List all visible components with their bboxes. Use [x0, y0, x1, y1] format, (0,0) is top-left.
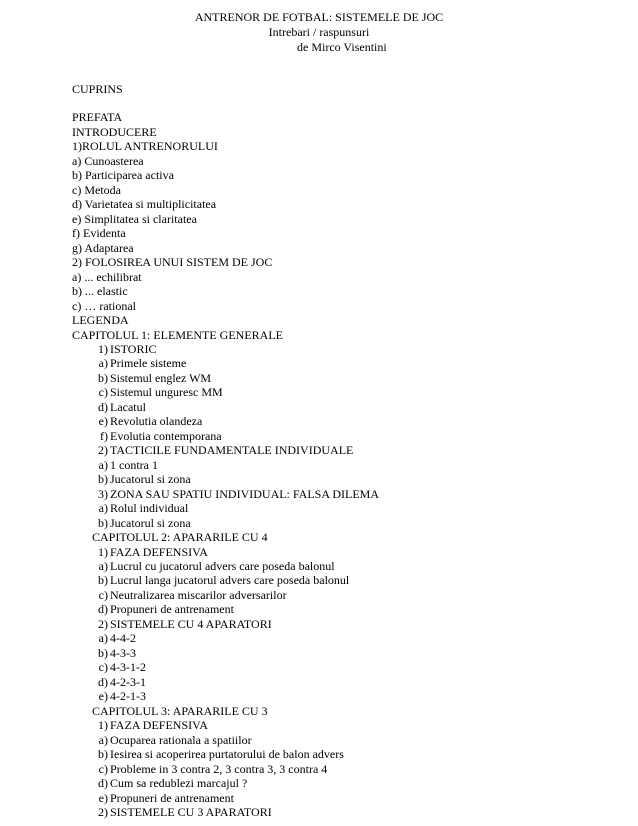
toc-entry — [72, 487, 612, 501]
toc-entry — [72, 371, 612, 385]
toc-entry-text: ZONA SAU SPATIU INDIVIDUAL: FALSA DILEMA — [110, 486, 380, 501]
toc-entry-number: b) — [98, 370, 108, 385]
toc-entry-text: e) Simplitatea si claritatea — [72, 211, 197, 226]
toc-entry — [72, 573, 612, 587]
toc-entry — [72, 617, 612, 631]
toc-entry — [72, 530, 612, 544]
toc-entry-text: Lucrul langa jucatorul advers care poseda balonul — [110, 573, 350, 588]
toc-entry-text: Propuneri de antrenament — [110, 602, 234, 617]
toc-entry — [72, 588, 612, 602]
toc-entry — [72, 704, 612, 718]
toc-entry-text: CAPITOLUL 1: ELEMENTE GENERALE — [72, 327, 283, 342]
toc-entry — [72, 183, 612, 197]
toc-entry — [72, 516, 612, 530]
toc-entry-number: 1) — [98, 718, 108, 733]
toc-entry — [72, 400, 612, 414]
toc-entry-number: 2) — [98, 443, 108, 458]
toc-entry — [72, 646, 612, 660]
toc-entry-text: Jucatorul si zona — [110, 472, 191, 487]
toc-entry-number: 2) — [98, 804, 108, 819]
toc-entry-text: 4-3-1-2 — [110, 660, 146, 675]
toc-entry — [72, 791, 612, 805]
toc-entry-text: Iesirea si acoperirea purtatorului de balon advers — [110, 747, 344, 762]
toc-entry-text: FAZA DEFENSIVA — [110, 718, 208, 733]
toc-entry-text: Evolutia contemporana — [110, 428, 222, 443]
toc-entry — [72, 660, 612, 674]
toc-entry-text: c) … rational — [72, 298, 136, 313]
toc-entry-number: f) — [100, 428, 108, 443]
toc-entry-text: Rolul individual — [110, 501, 189, 516]
toc-entry-number: d) — [98, 776, 108, 791]
toc-entry-number: a) — [98, 501, 108, 516]
toc-entry-text: 4-3-3 — [110, 645, 136, 660]
toc-entry-text: 1 contra 1 — [110, 457, 158, 472]
toc-entry-number: b) — [98, 472, 108, 487]
toc-entry-text: Sistemul unguresc MM — [110, 385, 223, 400]
toc-entry-text: d) Varietatea si multiplicitatea — [72, 197, 217, 212]
toc-entry — [72, 328, 612, 342]
toc-entry-text: FAZA DEFENSIVA — [110, 544, 208, 559]
toc-entry-text: a) ... echilibrat — [72, 269, 142, 284]
toc-entry-text: b) ... elastic — [72, 284, 128, 299]
toc-entry — [72, 356, 612, 370]
toc-entry-text: CAPITOLUL 2: APARARILE CU 4 — [92, 530, 268, 545]
toc-entry-text: a) Cunoasterea — [72, 153, 144, 168]
toc-entry-text: CUPRINS — [72, 82, 123, 96]
toc-entry — [72, 602, 612, 616]
toc-entry-number: d) — [98, 602, 108, 617]
toc-entry-text: 4-4-2 — [110, 631, 136, 646]
toc-entry — [72, 82, 612, 96]
toc-entry-text: Jucatorul si zona — [110, 515, 191, 530]
toc-entry — [72, 197, 612, 211]
toc-entry — [72, 443, 612, 457]
toc-entry-number: b) — [98, 515, 108, 530]
toc-entry — [72, 168, 612, 182]
toc-entry-number: d) — [98, 399, 108, 414]
toc-entry-number: c) — [98, 587, 108, 602]
document-author: de Mirco Visentini — [297, 40, 387, 54]
toc-entry-text: c) Metoda — [72, 182, 121, 197]
toc-entry-text: 1)ROLUL ANTRENORULUI — [72, 139, 218, 154]
toc-entry — [72, 313, 612, 327]
toc-entry-text: Revolutia olandeza — [110, 414, 203, 429]
document-title: ANTRENOR DE FOTBAL: SISTEMELE DE JOC — [194, 10, 444, 24]
toc-entry-text: 4-2-3-1 — [110, 674, 146, 689]
toc-entry-text: LEGENDA — [72, 313, 129, 328]
toc-entry — [72, 545, 612, 559]
toc-entry-number: a) — [98, 631, 108, 646]
toc-entry-text: ISTORIC — [110, 341, 157, 356]
toc-entry-number: b) — [98, 645, 108, 660]
toc-entry — [72, 733, 612, 747]
toc-entry — [72, 631, 612, 645]
toc-entry — [72, 125, 612, 139]
document-subtitle: Intrebari / raspunsuri — [268, 25, 370, 39]
toc-entry-text: b) Participarea activa — [72, 168, 174, 183]
toc-entry-number: b) — [98, 573, 108, 588]
toc-entry-number: 1) — [98, 341, 108, 356]
toc-entry-text: Lucrul cu jucatorul advers care poseda balonul — [110, 559, 335, 573]
toc-entry — [72, 689, 612, 703]
toc-entry-number: a) — [98, 732, 108, 747]
toc-entry — [72, 776, 612, 790]
toc-entry-text: g) Adaptarea — [72, 240, 134, 255]
toc-entry — [72, 299, 612, 313]
toc-entry-number: a) — [98, 356, 108, 371]
toc-entry-number: c) — [98, 761, 108, 776]
toc-entry-number: a) — [98, 457, 108, 472]
toc-entry — [72, 154, 612, 168]
toc-entry — [72, 342, 612, 356]
toc-entry-text: 2) FOLOSIREA UNUI SISTEM DE JOC — [72, 255, 273, 270]
toc-entry — [72, 414, 612, 428]
toc-entry-number: 1) — [98, 544, 108, 559]
toc-entry-number: e) — [98, 414, 108, 429]
toc-entry — [72, 284, 612, 298]
toc-entry-text: Cum sa redublezi marcajul ? — [110, 776, 248, 791]
toc-entry — [72, 226, 612, 240]
toc-entry — [72, 762, 612, 776]
toc-entry — [72, 675, 612, 689]
toc-entry-text: f) Evidenta — [72, 226, 126, 241]
toc-entry — [72, 255, 612, 269]
toc-entry — [72, 559, 612, 573]
toc-entry-text: Sistemul englez WM — [110, 370, 212, 385]
toc-entry-text: INTRODUCERE — [72, 124, 157, 139]
toc-entry-number: 3) — [98, 486, 108, 501]
toc-entry-text: Propuneri de antrenament — [110, 790, 234, 805]
toc-entry — [72, 472, 612, 486]
toc-entry-text: Ocuparea rationala a spatiilor — [110, 732, 252, 747]
toc-entry — [72, 805, 612, 819]
toc-entry-number: a) — [98, 559, 108, 573]
toc-entry-number: e) — [98, 790, 108, 805]
toc-entry-text: PREFATA — [72, 110, 123, 125]
toc-entry-text: SISTEMELE CU 3 APARATORI — [110, 804, 272, 819]
toc-entry — [72, 718, 612, 732]
toc-entry-number: b) — [98, 747, 108, 762]
toc-entry — [72, 429, 612, 443]
toc-entry-text: CAPITOLUL 3: APARARILE CU 3 — [92, 703, 268, 718]
toc-entry-text: SISTEMELE CU 4 APARATORI — [110, 616, 272, 631]
toc-entry-text: Lacatul — [110, 399, 146, 414]
toc-entry-text: TACTICILE FUNDAMENTALE INDIVIDUALE — [110, 443, 354, 458]
toc-entry — [72, 385, 612, 399]
toc-entry — [72, 458, 612, 472]
toc-entry-text: Probleme in 3 contra 2, 3 contra 3, 3 contra 4 — [110, 761, 328, 776]
toc-entry-number: d) — [98, 674, 108, 689]
toc-entry-text: 4-2-1-3 — [110, 689, 146, 704]
toc-entry-text: Neutralizarea miscarilor adversarilor — [110, 587, 287, 602]
toc-entry-number: e) — [98, 689, 108, 704]
toc-entry-number: c) — [98, 660, 108, 675]
toc-entry — [72, 241, 612, 255]
toc-entry-number: 2) — [98, 616, 108, 631]
toc-entry — [72, 110, 612, 124]
toc-entry-text: Primele sisteme — [110, 356, 187, 371]
toc-entry-number: c) — [98, 385, 108, 400]
toc-entry — [72, 270, 612, 284]
toc-entry — [72, 139, 612, 153]
toc-entry — [72, 501, 612, 515]
table-of-contents — [72, 82, 612, 819]
toc-entry — [72, 747, 612, 761]
toc-entry — [72, 212, 612, 226]
